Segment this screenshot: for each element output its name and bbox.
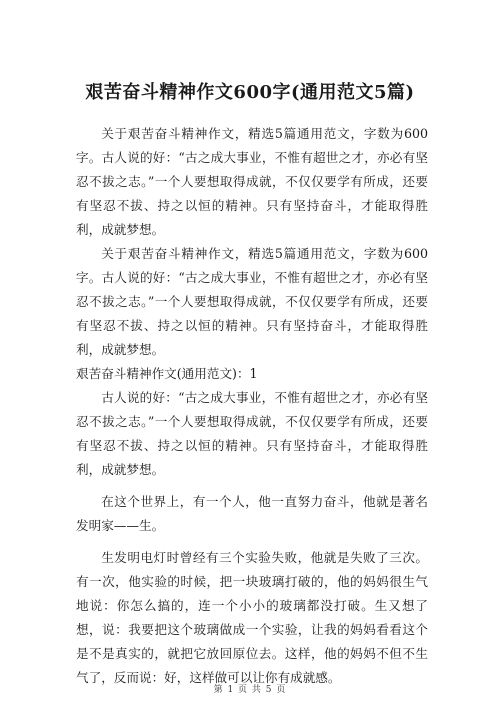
document-title: 艰苦奋斗精神作文600字(通用范文5篇) xyxy=(85,82,415,103)
essay-paragraph: 生发明电灯时曾经有三个实验失败，他就是失败了三次。有一次，他实验的时候，把一块玻璃打破的，他的妈妈很生气地说：你怎么搞的，连一个小小的玻璃都没打破。生又想了想，说：我要把这个玻璃做成一个实验，让我的妈妈看看这个是不是真实的，就把它放回原位去。这样，他的妈妈不但不生气了，反而说：好，这样做可以让你有成就感。 xyxy=(76,550,428,685)
document-body xyxy=(76,122,428,690)
intro-paragraph: 关于艰苦奋斗精神作文，精选5篇通用范文，字数为600字。古人说的好：“古之成大事业，不惟有超世之才，亦必有坚忍不拔之志。”一个人要想取得成就，不仅仅要学有所成，还要有坚忍不拔、持之以恒的精神。只有坚持奋斗，才能取得胜利，成就梦想。 xyxy=(76,246,428,357)
page-footer: 第 1 页 共 5 页 xyxy=(213,685,287,695)
essay-subheading: 艰苦奋斗精神作文(通用范文)：1 xyxy=(76,366,258,381)
intro-paragraph: 关于艰苦奋斗精神作文，精选5篇通用范文，字数为600字。古人说的好：“古之成大事业，不惟有超世之才，亦必有坚忍不拔之志。”一个人要想取得成就，不仅仅要学有所成，还要有坚忍不拔、持之以恒的精神。只有坚持奋斗，才能取得胜利，成就梦想。 xyxy=(76,126,428,237)
essay-paragraph: 在这个世界上，有一个人，他一直努力奋斗，他就是著名发明家——生。 xyxy=(76,494,428,533)
essay-paragraph: 古人说的好：“古之成大事业，不惟有超世之才，亦必有坚忍不拔之志。”一个人要想取得成就，不仅仅要学有所成，还要有坚忍不拔、持之以恒的精神。只有坚持奋斗，才能取得胜利，成就梦想。 xyxy=(76,390,428,477)
